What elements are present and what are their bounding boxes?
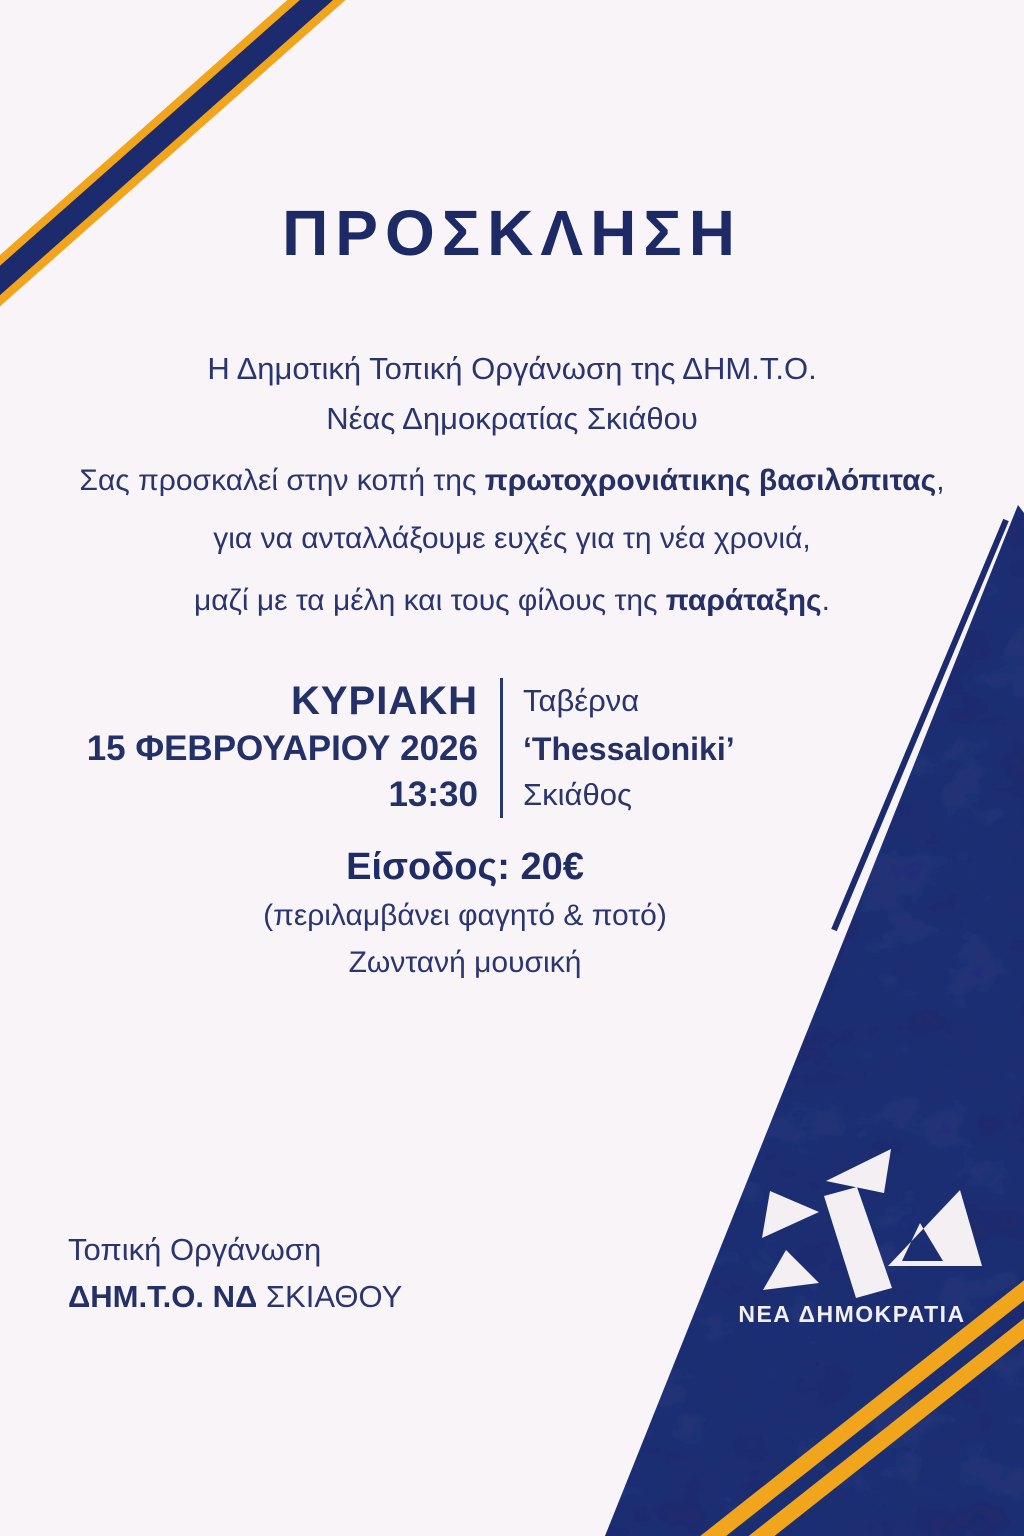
event-block bbox=[78, 676, 818, 818]
event-date-column bbox=[78, 676, 478, 818]
host-line-2: Νέας Δημοκρατίας Σκιάθου bbox=[326, 401, 698, 436]
invitation-line-1 bbox=[32, 464, 992, 498]
entrance-fee: Είσοδος: 20€ bbox=[346, 846, 584, 888]
venue-column bbox=[523, 676, 735, 818]
event-day: ΚΥΡΙΑΚΗ bbox=[290, 679, 478, 723]
invitation-line-1-suffix: , bbox=[936, 464, 945, 497]
invitation-line-3 bbox=[32, 584, 992, 618]
invitation-line-2: για να ανταλλάξουμε ευχές για τη νέα χρονιά, bbox=[213, 522, 811, 555]
footer-organisation bbox=[68, 1226, 402, 1320]
corner-ribbon bbox=[0, 0, 350, 327]
footer-org-line-1: Τοπική Οργάνωση bbox=[68, 1232, 322, 1267]
host-line-1: Η Δημοτική Τοπική Οργάνωση της ΔΗΜ.Τ.Ο. bbox=[207, 351, 817, 386]
invitation-text bbox=[32, 464, 992, 618]
vertical-divider bbox=[500, 678, 503, 818]
footer-org-abbr: ΔΗΜ.Τ.Ο. ΝΔ bbox=[68, 1279, 258, 1314]
venue-type: Ταβέρνα bbox=[523, 683, 640, 718]
invitation-line-3-suffix: . bbox=[821, 584, 830, 617]
party-name: ΝΕΑ ΔΗΜΟΚΡΑΤΙΑ bbox=[738, 1301, 966, 1327]
invitation-line-1-text: Σας προσκαλεί στην κοπή της bbox=[79, 464, 485, 497]
invitation-line-3-text: μαζί με τα μέλη και τους φίλους της bbox=[194, 584, 666, 617]
event-time: 13:30 bbox=[388, 775, 478, 814]
live-music-note: Ζωντανή μουσική bbox=[348, 946, 582, 979]
host-block bbox=[0, 344, 1024, 444]
venue-location: Σκιάθος bbox=[523, 777, 632, 812]
page-title: ΠΡΟΣΚΛΗΣΗ bbox=[282, 197, 742, 269]
event-date: 15 ΦΕΒΡΟΥΑΡΙΟΥ 2026 bbox=[86, 729, 478, 768]
invitation-line-3-bold: παράταξης bbox=[665, 584, 822, 617]
entrance-includes: (περιλαμβάνει φαγητό & ποτό) bbox=[263, 899, 667, 932]
venue-name: ‘Thessaloniki’ bbox=[523, 731, 735, 767]
footer-org-line-2 bbox=[68, 1273, 402, 1320]
footer-org-place: ΣΚΙΑΘΟΥ bbox=[257, 1279, 403, 1314]
invitation-line-1-bold: πρωτοχρονιάτικης βασιλόπιτας bbox=[484, 464, 937, 497]
